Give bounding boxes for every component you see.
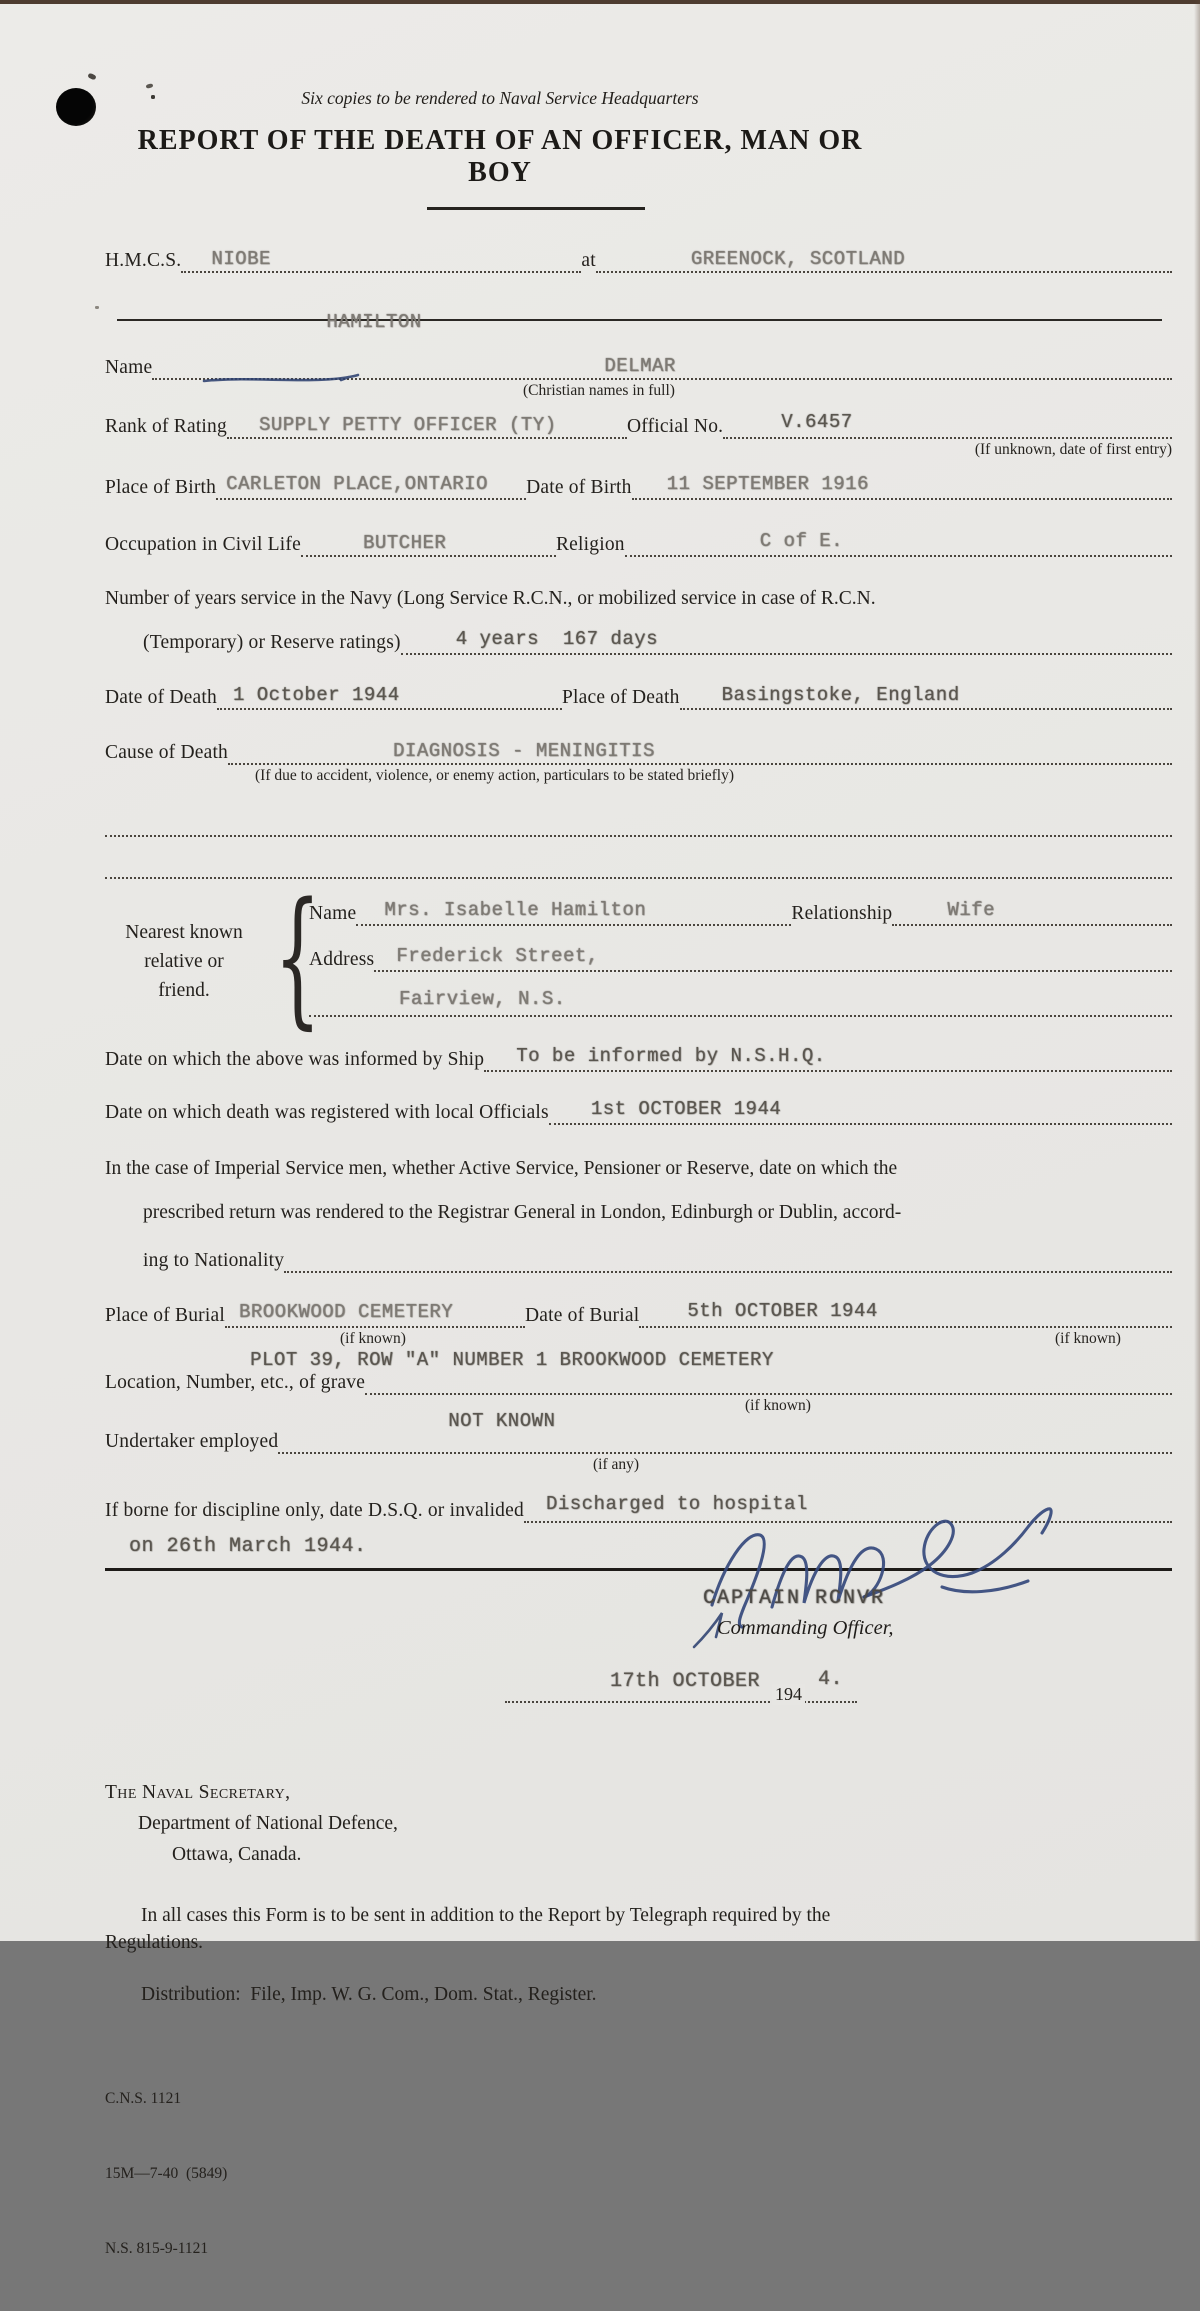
imperial-line1: In the case of Imperial Service men, whether Active Service, Pensioner or Reserve, date on which the (105, 1158, 898, 1180)
form-row-death (105, 681, 1172, 710)
cause-of-death-label: Cause of Death (105, 742, 229, 764)
religion-field (625, 528, 1172, 557)
official-no-field (723, 410, 1172, 439)
service-label-line2: (Temporary) or Reserve ratings) (143, 632, 401, 654)
signature-area (105, 1571, 1172, 1729)
typed-year-digit: 4. (817, 1668, 843, 1692)
imperial-line2: prescribed return was rendered to the Registrar General in London, Edinburgh or Dublin, accord- (143, 1201, 902, 1223)
relative-label-line: Nearest known (125, 921, 243, 943)
date-of-birth-field (632, 471, 1172, 500)
rank-caption-row (105, 439, 1172, 461)
form-row-birth (105, 471, 1172, 500)
address-value-1: Frederick Street, (396, 945, 599, 968)
burial-captions-row (105, 1328, 1172, 1350)
religion-label: Religion (555, 534, 625, 555)
undertaker-caption-row (105, 1454, 1172, 1476)
date-of-birth-value: 11 SEPTEMBER 1916 (666, 473, 869, 495)
date-of-death-label: Date of Death (105, 687, 217, 709)
rank-field (227, 410, 627, 439)
official-no-value: V.6457 (781, 411, 853, 433)
registered-label: Date on which death was registered with local Officials (105, 1102, 549, 1124)
blank-dotted-line (105, 877, 1172, 879)
form-row-service (105, 626, 1172, 655)
relationship-label: Relationship (791, 903, 893, 925)
rank-label: Rank of Rating (105, 416, 227, 437)
relative-fields (309, 897, 1172, 1017)
name-label: Name (105, 357, 153, 378)
registered-value: 1st OCTOBER 1944 (590, 1098, 782, 1121)
place-of-death-label: Place of Death (561, 687, 680, 709)
addressee-line: The Naval Secretary, (105, 1782, 291, 1804)
discipline-value-2: on 26th March 1944. (129, 1535, 367, 1559)
discipline-label: If borne for discipline only, date D.S.Q. or invalided (105, 1500, 524, 1522)
grave-value: PLOT 39, ROW "A" NUMBER 1 BROOKWOOD CEMETERY (250, 1349, 774, 1372)
grave-caption: (if known) (745, 1397, 811, 1415)
note-line-1: In all cases this Form is to be sent in addition to the Report by Telegraph required by the (141, 1905, 831, 1927)
relationship-field (892, 897, 1172, 926)
occupation-value: BUTCHER (362, 532, 447, 554)
date-of-death-field (217, 681, 562, 710)
service-field (401, 626, 1172, 655)
rank-value: SUPPLY PETTY OFFICER (TY) (258, 414, 557, 436)
ship-name-value: NIOBE (211, 248, 271, 270)
form-row-nationality (105, 1244, 1172, 1273)
regulations-note (105, 1902, 1172, 1956)
registered-field (549, 1096, 1172, 1125)
commanding-officer-label: Commanding Officer, (717, 1617, 894, 1640)
date-of-burial-field (639, 1299, 1172, 1328)
ship-name-field (181, 244, 581, 273)
note-line-2: Regulations. (105, 1932, 204, 1954)
name-field (152, 311, 1172, 380)
form-row-cause (105, 736, 1172, 765)
date-of-death-value: 1 October 1944 (232, 684, 400, 707)
at-label: at (581, 250, 596, 271)
service-label-line1: Number of years service in the Navy (Long Service R.C.N., or mobilized service in case of R.C.N. (105, 588, 876, 609)
form-row-ship (105, 244, 1172, 273)
code-line: C.N.S. 1121 (105, 2090, 182, 2108)
cause-caption-row (105, 765, 1172, 787)
place-of-death-field (680, 681, 1172, 710)
informed-value: To be informed by N.S.H.Q. (516, 1045, 826, 1068)
date-of-burial-value: 5th OCTOBER 1944 (687, 1300, 878, 1323)
name-caption-row (105, 380, 1172, 402)
relative-block (105, 871, 1172, 1044)
surname-text: HAMILTON (326, 311, 422, 333)
signature-date-field (505, 1657, 857, 1703)
brace-glyph: { (274, 871, 322, 1044)
relative-label-line: relative or (144, 950, 224, 972)
relative-label-line: friend. (158, 979, 210, 1001)
occupation-label: Occupation in Civil Life (105, 534, 301, 555)
cause-of-death-field (228, 736, 1172, 765)
place-of-birth-field (216, 471, 526, 500)
grave-field (250, 1349, 1172, 1395)
code-line: N.S. 815-9-1121 (105, 2240, 209, 2258)
christian-name-value: DELMAR (604, 355, 676, 377)
cause-of-death-value: DIAGNOSIS - MENINGITIS (393, 740, 655, 763)
address-label: Address (309, 949, 375, 971)
place-of-birth-value: CARLETON PLACE,ONTARIO (226, 473, 488, 495)
blank-dotted-line (105, 835, 1172, 837)
place-of-death-value: Basingstoke, England (721, 684, 960, 707)
relative-name-label: Name (309, 903, 357, 925)
burial-place-caption: (if known) (340, 1330, 406, 1348)
undertaker-label: Undertaker employed (105, 1431, 279, 1453)
hmcs-label: H.M.C.S. (105, 250, 182, 271)
code-line: 15M—7-40 (5849) (105, 2165, 228, 2183)
place-of-burial-field (225, 1299, 525, 1328)
undertaker-caption: (if any) (593, 1456, 640, 1474)
surname-value (207, 289, 421, 377)
addressee-line: Department of National Defence, (138, 1813, 398, 1835)
religion-value: C of E. (759, 530, 844, 552)
christian-names-caption: (Christian names in full) (523, 382, 675, 399)
occupation-field (301, 528, 556, 557)
relative-name-value: Mrs. Isabelle Hamilton (384, 899, 647, 922)
form-row-burial (105, 1299, 1172, 1328)
discipline-value: Discharged to hospital (545, 1493, 808, 1516)
form-row-relative-name (309, 897, 1172, 926)
date-of-burial-label: Date of Burial (524, 1305, 640, 1327)
service-value: 4 years 167 days (455, 628, 659, 651)
printed-year-prefix: 194 (772, 1684, 805, 1705)
title-rule (427, 207, 645, 210)
form-row-discipline (105, 1494, 1172, 1523)
form-row-relative-address (309, 943, 1172, 972)
signature-date-value: 17th OCTOBER (610, 1670, 761, 1694)
form-row-registered (105, 1096, 1172, 1125)
undertaker-field (278, 1410, 1172, 1454)
relative-name-field (356, 897, 791, 926)
place-of-burial-value: BROOKWOOD CEMETERY (238, 1301, 454, 1324)
informed-label: Date on which the above was informed by Ship (105, 1049, 485, 1071)
place-of-birth-label: Place of Birth (105, 477, 217, 498)
address-value-2: Fairview, N.S. (399, 988, 566, 1011)
ship-location-value: GREENOCK, SCOTLAND (690, 248, 906, 270)
ship-location-field (596, 244, 1172, 273)
form-row-occupation (105, 528, 1172, 557)
form-title: REPORT OF THE DEATH OF AN OFFICER, MAN OR BOY (137, 125, 863, 188)
undertaker-value: NOT KNOWN (448, 1410, 556, 1433)
form-codes (105, 2036, 1172, 2311)
form-row-informed (105, 1043, 1172, 1072)
nationality-field (284, 1244, 1172, 1273)
official-no-caption: (If unknown, date of first entry) (974, 441, 1172, 458)
imperial-line3: ing to Nationality (143, 1250, 285, 1272)
captain-stamp: CAPTAIN RCNVR (703, 1587, 886, 1611)
address-field-2 (309, 988, 1172, 1017)
discipline-value-line2-row (105, 1535, 1172, 1558)
grave-caption-row (105, 1395, 1172, 1417)
informed-field (484, 1043, 1172, 1072)
burial-date-caption: (if known) (1055, 1330, 1121, 1348)
date-of-birth-label: Date of Birth (526, 477, 632, 498)
form-row-rank (105, 410, 1172, 439)
grave-label: Location, Number, etc., of grave (105, 1372, 366, 1394)
place-of-burial-label: Place of Burial (105, 1305, 225, 1327)
cause-caption: (If due to accident, violence, or enemy action, particulars to be stated briefly) (255, 767, 735, 785)
form-row-name (105, 311, 1172, 380)
addressee-block (105, 1777, 1172, 1870)
relationship-value: Wife (947, 899, 995, 922)
address-field (374, 943, 1172, 972)
copies-instruction: Six copies to be rendered to Naval Service Headquarters (301, 88, 699, 108)
distribution-line: Distribution: File, Imp. W. G. Com., Dom. Stat., Register. (141, 1984, 597, 2006)
addressee-line: Ottawa, Canada. (172, 1844, 302, 1866)
official-no-label: Official No. (626, 416, 724, 437)
relative-group-label (105, 910, 263, 1005)
discipline-field (524, 1494, 1172, 1523)
form-row-undertaker (105, 1410, 1172, 1454)
form-row-grave (105, 1349, 1172, 1395)
form-row-relative-address2 (309, 988, 1172, 1017)
